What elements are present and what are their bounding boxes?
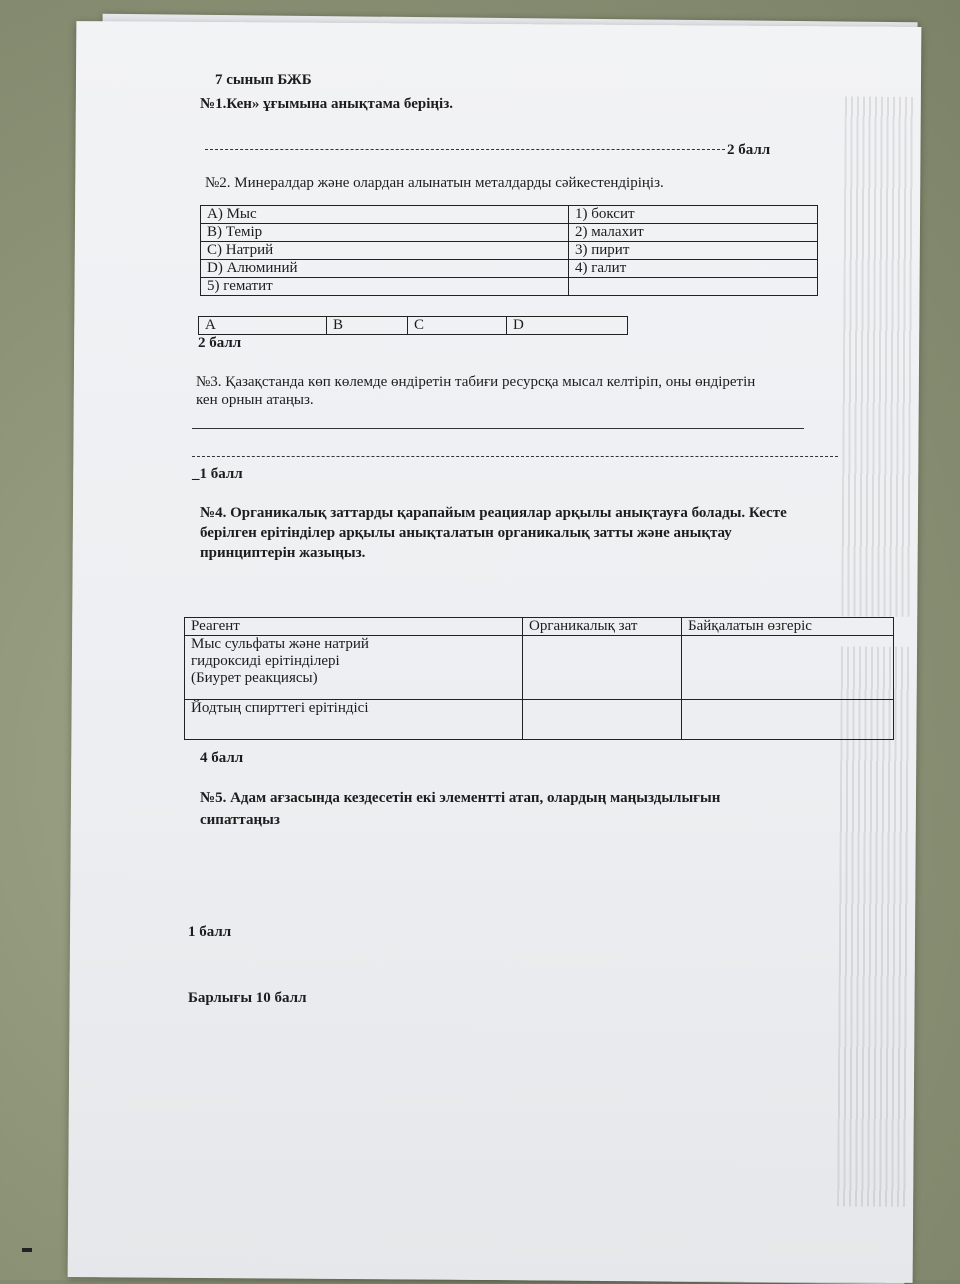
q2-text: №2. Минералдар және олардан алынатын металдарды сәйкестендіріңіз.: [205, 175, 664, 191]
q5-text-line1: №5. Адам ағзасында кездесетін екі элементті атап, олардың маңыздылығын: [200, 790, 721, 806]
table-row: [201, 242, 818, 260]
q4-header-organic: Органикалық зат: [523, 618, 682, 636]
q2-left-cell: В) Темір: [201, 224, 569, 242]
q4-header-reagent: Реагент: [185, 618, 523, 636]
q5-points: 1 балл: [188, 924, 232, 940]
table-row: [201, 260, 818, 278]
q4-organic-answer[interactable]: [523, 700, 682, 740]
q2-right-cell: 3) пирит: [569, 242, 818, 260]
q4-reagent-line: гидроксиді ерітінділері: [191, 653, 340, 669]
q4-change-answer[interactable]: [682, 636, 894, 700]
q3-answer-line[interactable]: [192, 456, 838, 457]
q4-organic-answer[interactable]: [523, 636, 682, 700]
table-row: [185, 700, 894, 740]
q4-reagent-cell: [185, 636, 523, 700]
table-row: [199, 317, 628, 335]
answer-cell-c[interactable]: C: [408, 317, 507, 335]
q2-left-cell: А) Мыс: [201, 206, 569, 224]
q3-answer-line[interactable]: [192, 428, 804, 429]
table-row: [201, 278, 818, 296]
q2-left-cell: D) Алюминий: [201, 260, 569, 278]
table-row: [185, 636, 894, 700]
q1-points: 2 балл: [727, 142, 771, 158]
page-mark: [22, 1248, 32, 1252]
q2-match-table: [200, 205, 818, 296]
q2-right-cell: 1) боксит: [569, 206, 818, 224]
table-row: [201, 224, 818, 242]
q2-answer-table: [198, 316, 628, 335]
q4-reagent-cell: [185, 700, 523, 740]
q2-left-cell: С) Натрий: [201, 242, 569, 260]
doc-title: 7 сынып БЖБ: [215, 72, 312, 88]
q4-reagent-line: Йодтың спирттегі ерітіндісі: [191, 700, 369, 716]
q4-table: [184, 617, 894, 740]
q4-header-change: Байқалатын өзгеріс: [682, 618, 894, 636]
table-row: [201, 206, 818, 224]
table-row: [185, 618, 894, 636]
q4-reagent-line: Мыс сульфаты және натрий: [191, 636, 369, 652]
q5-text-line2: сипаттаңыз: [200, 812, 280, 828]
q3-points: _1 балл: [192, 466, 243, 482]
q1-text: №1.Кен» ұғымына анықтама беріңіз.: [200, 96, 453, 112]
answer-cell-b[interactable]: B: [327, 317, 408, 335]
q4-text-line3: принциптерін жазыңыз.: [200, 545, 366, 561]
total-points: Барлығы 10 балл: [188, 990, 307, 1006]
q3-text-line2: кен орнын атаңыз.: [196, 392, 314, 408]
q2-right-cell: [569, 278, 818, 296]
q2-right-cell: 4) галит: [569, 260, 818, 278]
q4-change-answer[interactable]: [682, 700, 894, 740]
q1-answer-line[interactable]: [205, 149, 725, 150]
q2-points: 2 балл: [198, 335, 242, 351]
q4-reagent-line: (Биурет реакциясы): [191, 670, 318, 686]
answer-cell-d[interactable]: D: [507, 317, 628, 335]
q4-points: 4 балл: [200, 750, 244, 766]
q4-text-line2: берілген ерітінділер арқылы анықталатын органикалық затты және анықтау: [200, 525, 732, 541]
q3-text-line1: №3. Қазақстанда көп көлемде өндіретін табиғи ресурсқа мысал келтіріп, оны өндіретін: [196, 374, 756, 390]
q2-right-cell: 2) малахит: [569, 224, 818, 242]
q4-text-line1: №4. Органикалық заттарды қарапайым реациялар арқылы анықтауға болады. Кесте: [200, 505, 787, 521]
q2-left-cell: 5) гематит: [201, 278, 569, 296]
answer-cell-a[interactable]: A: [199, 317, 327, 335]
